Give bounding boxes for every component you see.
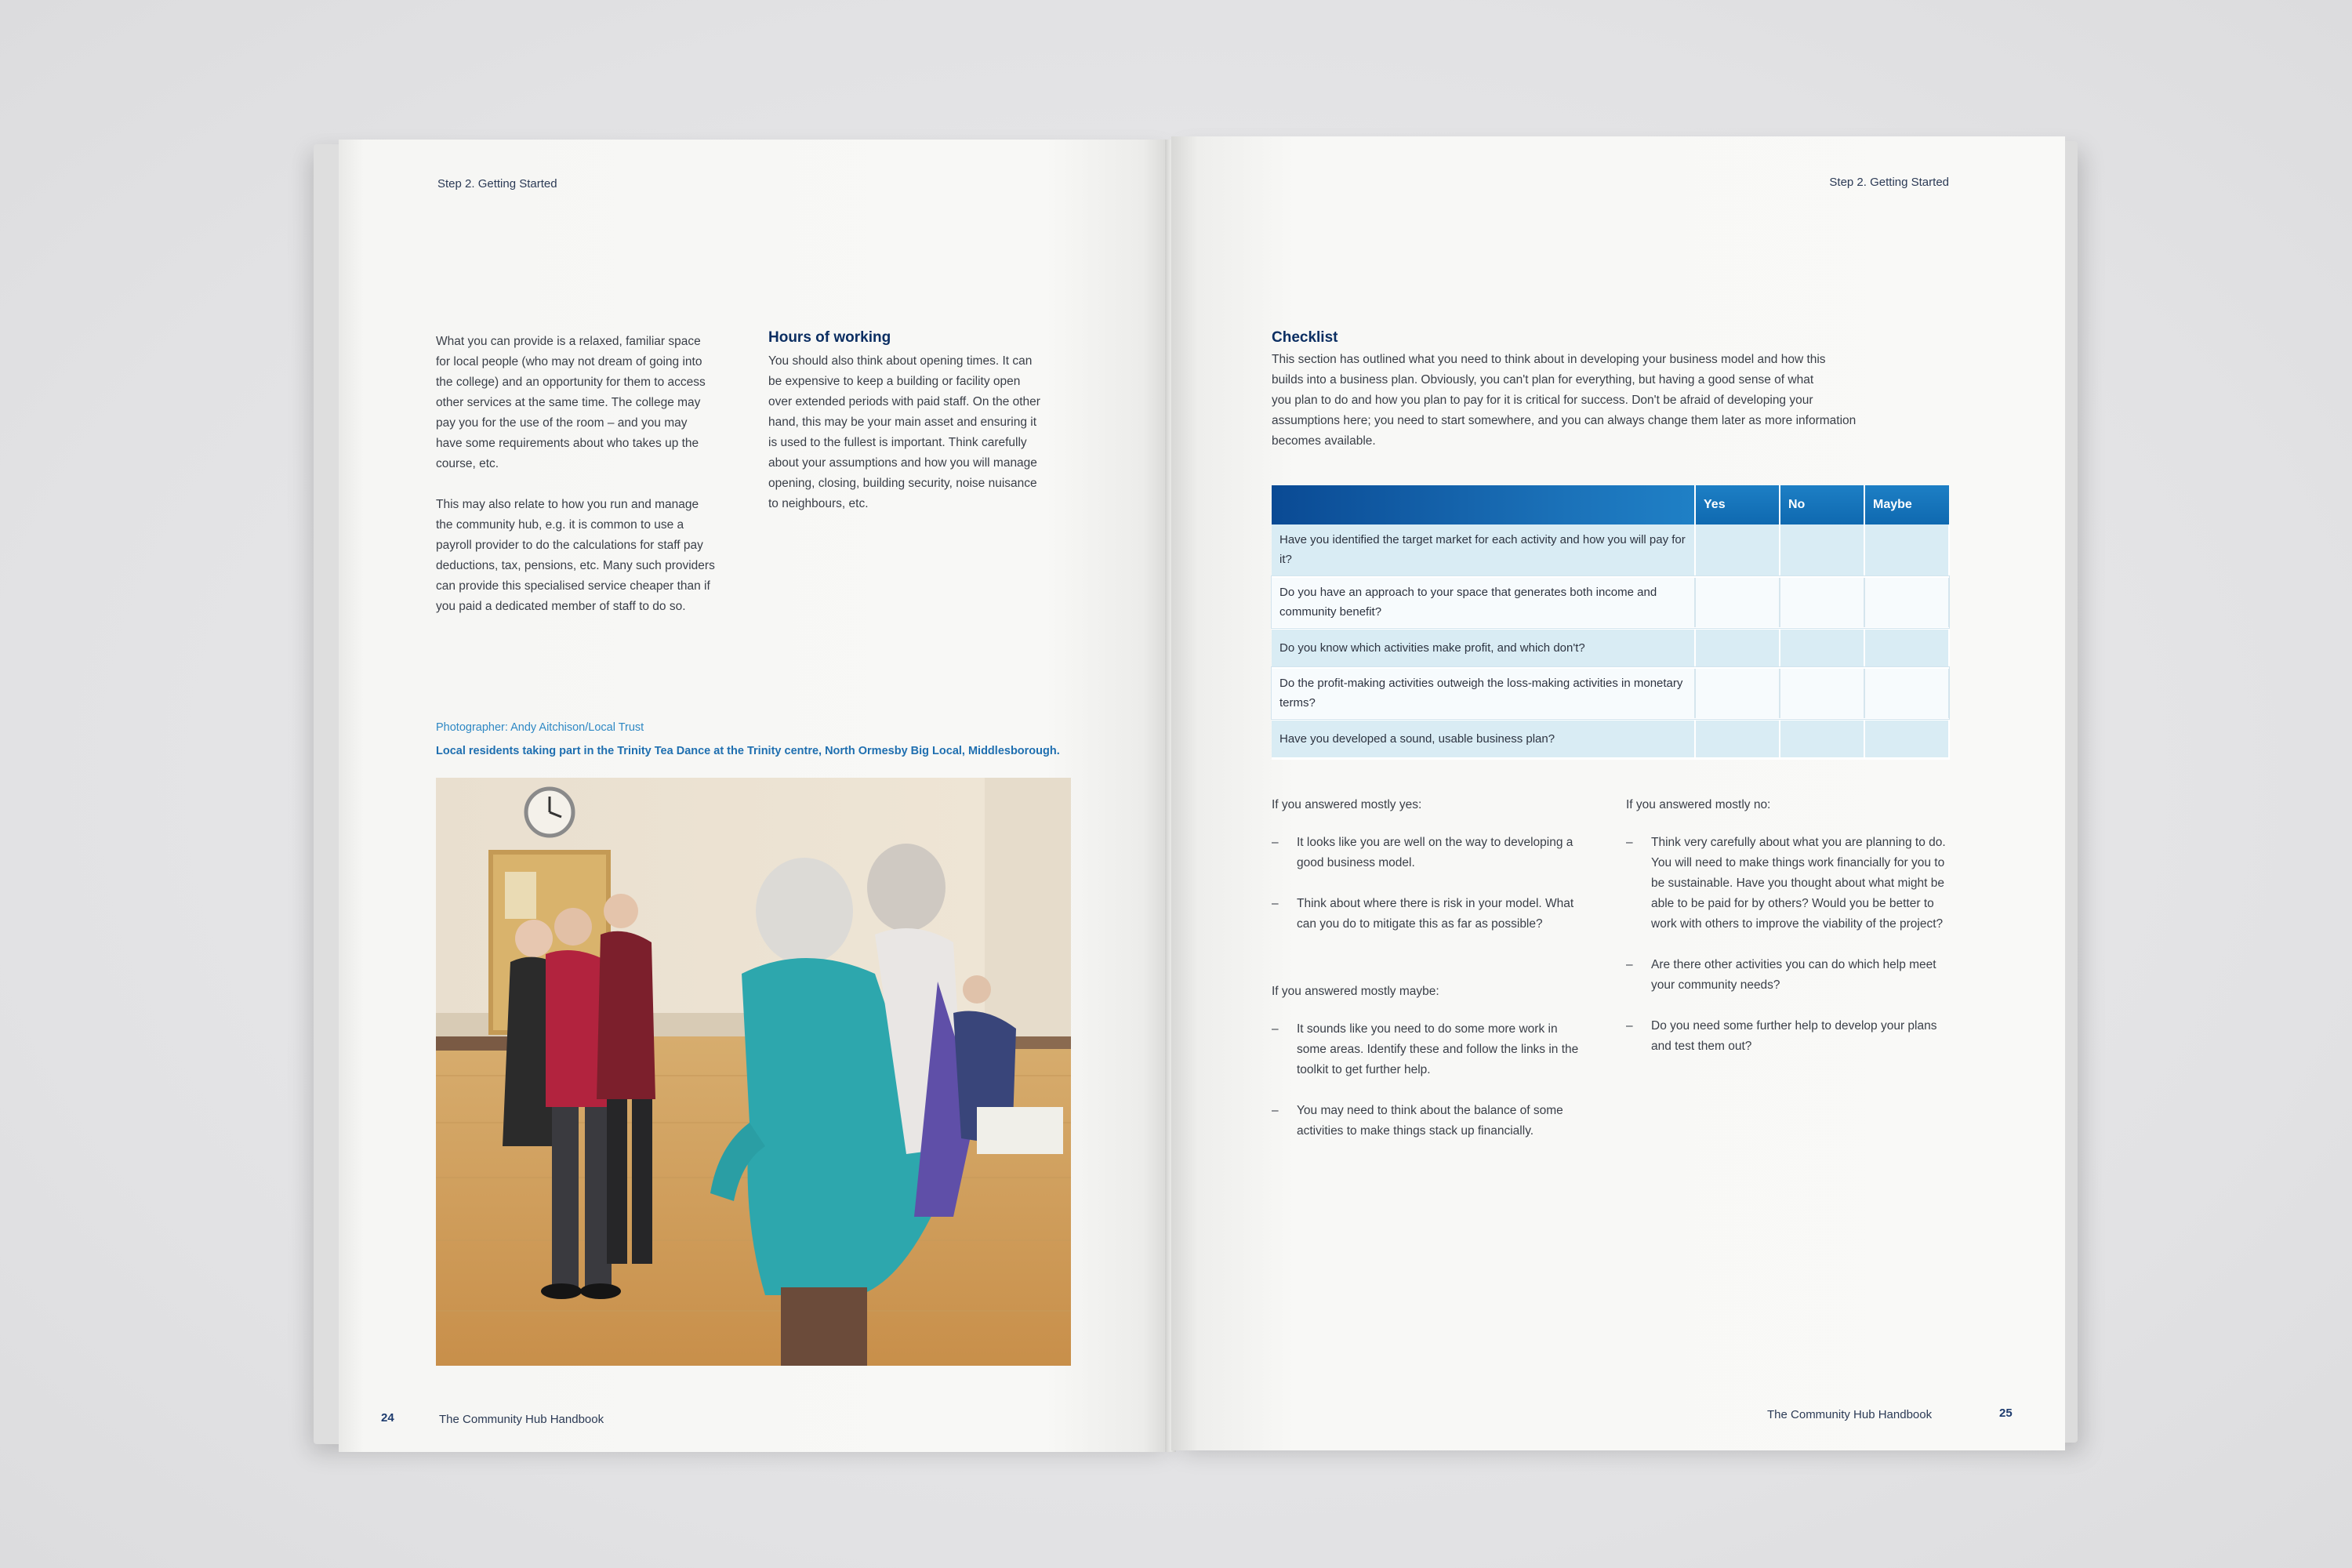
footer-left: The Community Hub Handbook	[439, 1413, 604, 1426]
table-row	[1272, 667, 1949, 719]
mostly-no-list	[1626, 833, 1955, 1077]
yes-cell[interactable]	[1695, 628, 1780, 667]
maybe-cell[interactable]	[1864, 719, 1949, 758]
yes-cell[interactable]	[1695, 719, 1780, 758]
dash-icon: –	[1272, 1022, 1279, 1036]
table-row	[1272, 719, 1949, 758]
right-page	[1171, 136, 2065, 1450]
page-number-right: 25	[1999, 1406, 2013, 1420]
table-header-yes: Yes	[1695, 485, 1780, 524]
running-head-right: Step 2. Getting Started	[1829, 176, 1949, 189]
left-column-paragraph-1: What you can provide is a relaxed, familiar space for local people (who may not dream of going into the college) and an opportunity for them to access other services at the same time. The college may pay you for the use of the room – and you may have some requirements about who takes up the course, etc.	[436, 335, 706, 470]
no-cell[interactable]	[1780, 524, 1864, 576]
maybe-cell[interactable]	[1864, 576, 1949, 628]
table-row	[1272, 576, 1949, 628]
mostly-maybe-heading: If you answered mostly maybe:	[1272, 985, 1439, 998]
list-item: – Think about where there is risk in your model. What can you do to mitigate this as far as possible?	[1272, 894, 1585, 935]
dash-icon: –	[1272, 897, 1279, 910]
question-cell: Do you have an approach to your space that generates both income and community benefit?	[1272, 576, 1695, 628]
checklist-table	[1272, 485, 1950, 760]
table-header-row	[1272, 485, 1949, 524]
table-header-maybe: Maybe	[1864, 485, 1949, 524]
table-row	[1272, 628, 1949, 667]
no-cell[interactable]	[1780, 628, 1864, 667]
dash-icon: –	[1272, 1104, 1279, 1117]
table-header-question	[1272, 485, 1695, 524]
photo-credit: Photographer: Andy Aitchison/Local Trust	[436, 721, 644, 734]
maybe-cell[interactable]	[1864, 628, 1949, 667]
mostly-yes-list	[1272, 833, 1585, 955]
tea-dance-photo-illustration	[436, 778, 1071, 1366]
no-cell[interactable]	[1780, 667, 1864, 719]
hours-of-working-heading: Hours of working	[768, 329, 891, 346]
maybe-cell[interactable]	[1864, 524, 1949, 576]
dash-icon: –	[1626, 1019, 1633, 1033]
page-number-left: 24	[381, 1411, 394, 1425]
left-column-paragraph-2: This may also relate to how you run and manage the community hub, e.g. it is common to use a payroll provider to do the calculations for staff pay deductions, tax, pensions, etc. Many such providers can provide this specialised service cheaper than if you paid a dedicated member of staff to do so.	[436, 498, 715, 613]
question-cell: Have you identified the target market for each activity and how you will pay for it?	[1272, 524, 1695, 576]
list-item: – It sounds like you need to do some more work in some areas. Identify these and follow the links in the toolkit to get further help.	[1272, 1019, 1585, 1080]
mostly-no-heading: If you answered mostly no:	[1626, 798, 1771, 811]
tea-dance-photo	[436, 778, 1071, 1366]
list-item: – Are there other activities you can do which help meet your community needs?	[1626, 955, 1955, 996]
maybe-cell[interactable]	[1864, 667, 1949, 719]
table-row	[1272, 524, 1949, 576]
mostly-yes-heading: If you answered mostly yes:	[1272, 798, 1422, 811]
dash-icon: –	[1272, 836, 1279, 849]
no-cell[interactable]	[1780, 576, 1864, 628]
table-header-no: No	[1780, 485, 1864, 524]
mostly-maybe-list	[1272, 1019, 1585, 1162]
list-item: – Do you need some further help to develop your plans and test them out?	[1626, 1016, 1955, 1057]
hours-of-working-paragraph: You should also think about opening times. It can be expensive to keep a building or facility open over extended periods with paid staff. On the other hand, this may be your main asset and ensuring it is used to the fullest is important. Think carefully about your assumptions and how you will manage opening, closing, building security, noise nuisance to neighbours, etc.	[768, 354, 1040, 510]
list-item: – You may need to think about the balance of some activities to make things stack up financially.	[1272, 1101, 1585, 1142]
checklist-intro: This section has outlined what you need to think about in developing your business model and how this builds into a business plan. Obviously, you can't plan for everything, but having a good sense of what you plan to do and how you plan to pay for it is critical for success. Don't be afraid of developing your assumptions here; you need to start somewhere, and you can always change them later as more information becomes available.	[1272, 353, 1857, 448]
footer-right: The Community Hub Handbook	[1767, 1408, 1933, 1421]
no-cell[interactable]	[1780, 719, 1864, 758]
left-page	[339, 140, 1168, 1452]
question-cell: Do the profit-making activities outweigh the loss-making activities in monetary terms?	[1272, 667, 1695, 719]
yes-cell[interactable]	[1695, 667, 1780, 719]
list-item: – Think very carefully about what you are planning to do. You will need to make things work financially for you to be sustainable. Have you thought about what might be able to be paid for by others? Would you be better to work with others to improve the viability of the project?	[1626, 833, 1955, 935]
list-item: – It looks like you are well on the way to developing a good business model.	[1272, 833, 1585, 873]
yes-cell[interactable]	[1695, 524, 1780, 576]
photo-caption: Local residents taking part in the Trinity Tea Dance at the Trinity centre, North Ormesby Big Local, Middlesborough.	[436, 745, 1060, 757]
question-cell: Have you developed a sound, usable business plan?	[1272, 719, 1695, 758]
yes-cell[interactable]	[1695, 576, 1780, 628]
dash-icon: –	[1626, 958, 1633, 971]
dash-icon: –	[1626, 836, 1633, 849]
running-head-left: Step 2. Getting Started	[437, 177, 557, 191]
checklist-heading: Checklist	[1272, 329, 1338, 346]
question-cell: Do you know which activities make profit, and which don't?	[1272, 628, 1695, 667]
